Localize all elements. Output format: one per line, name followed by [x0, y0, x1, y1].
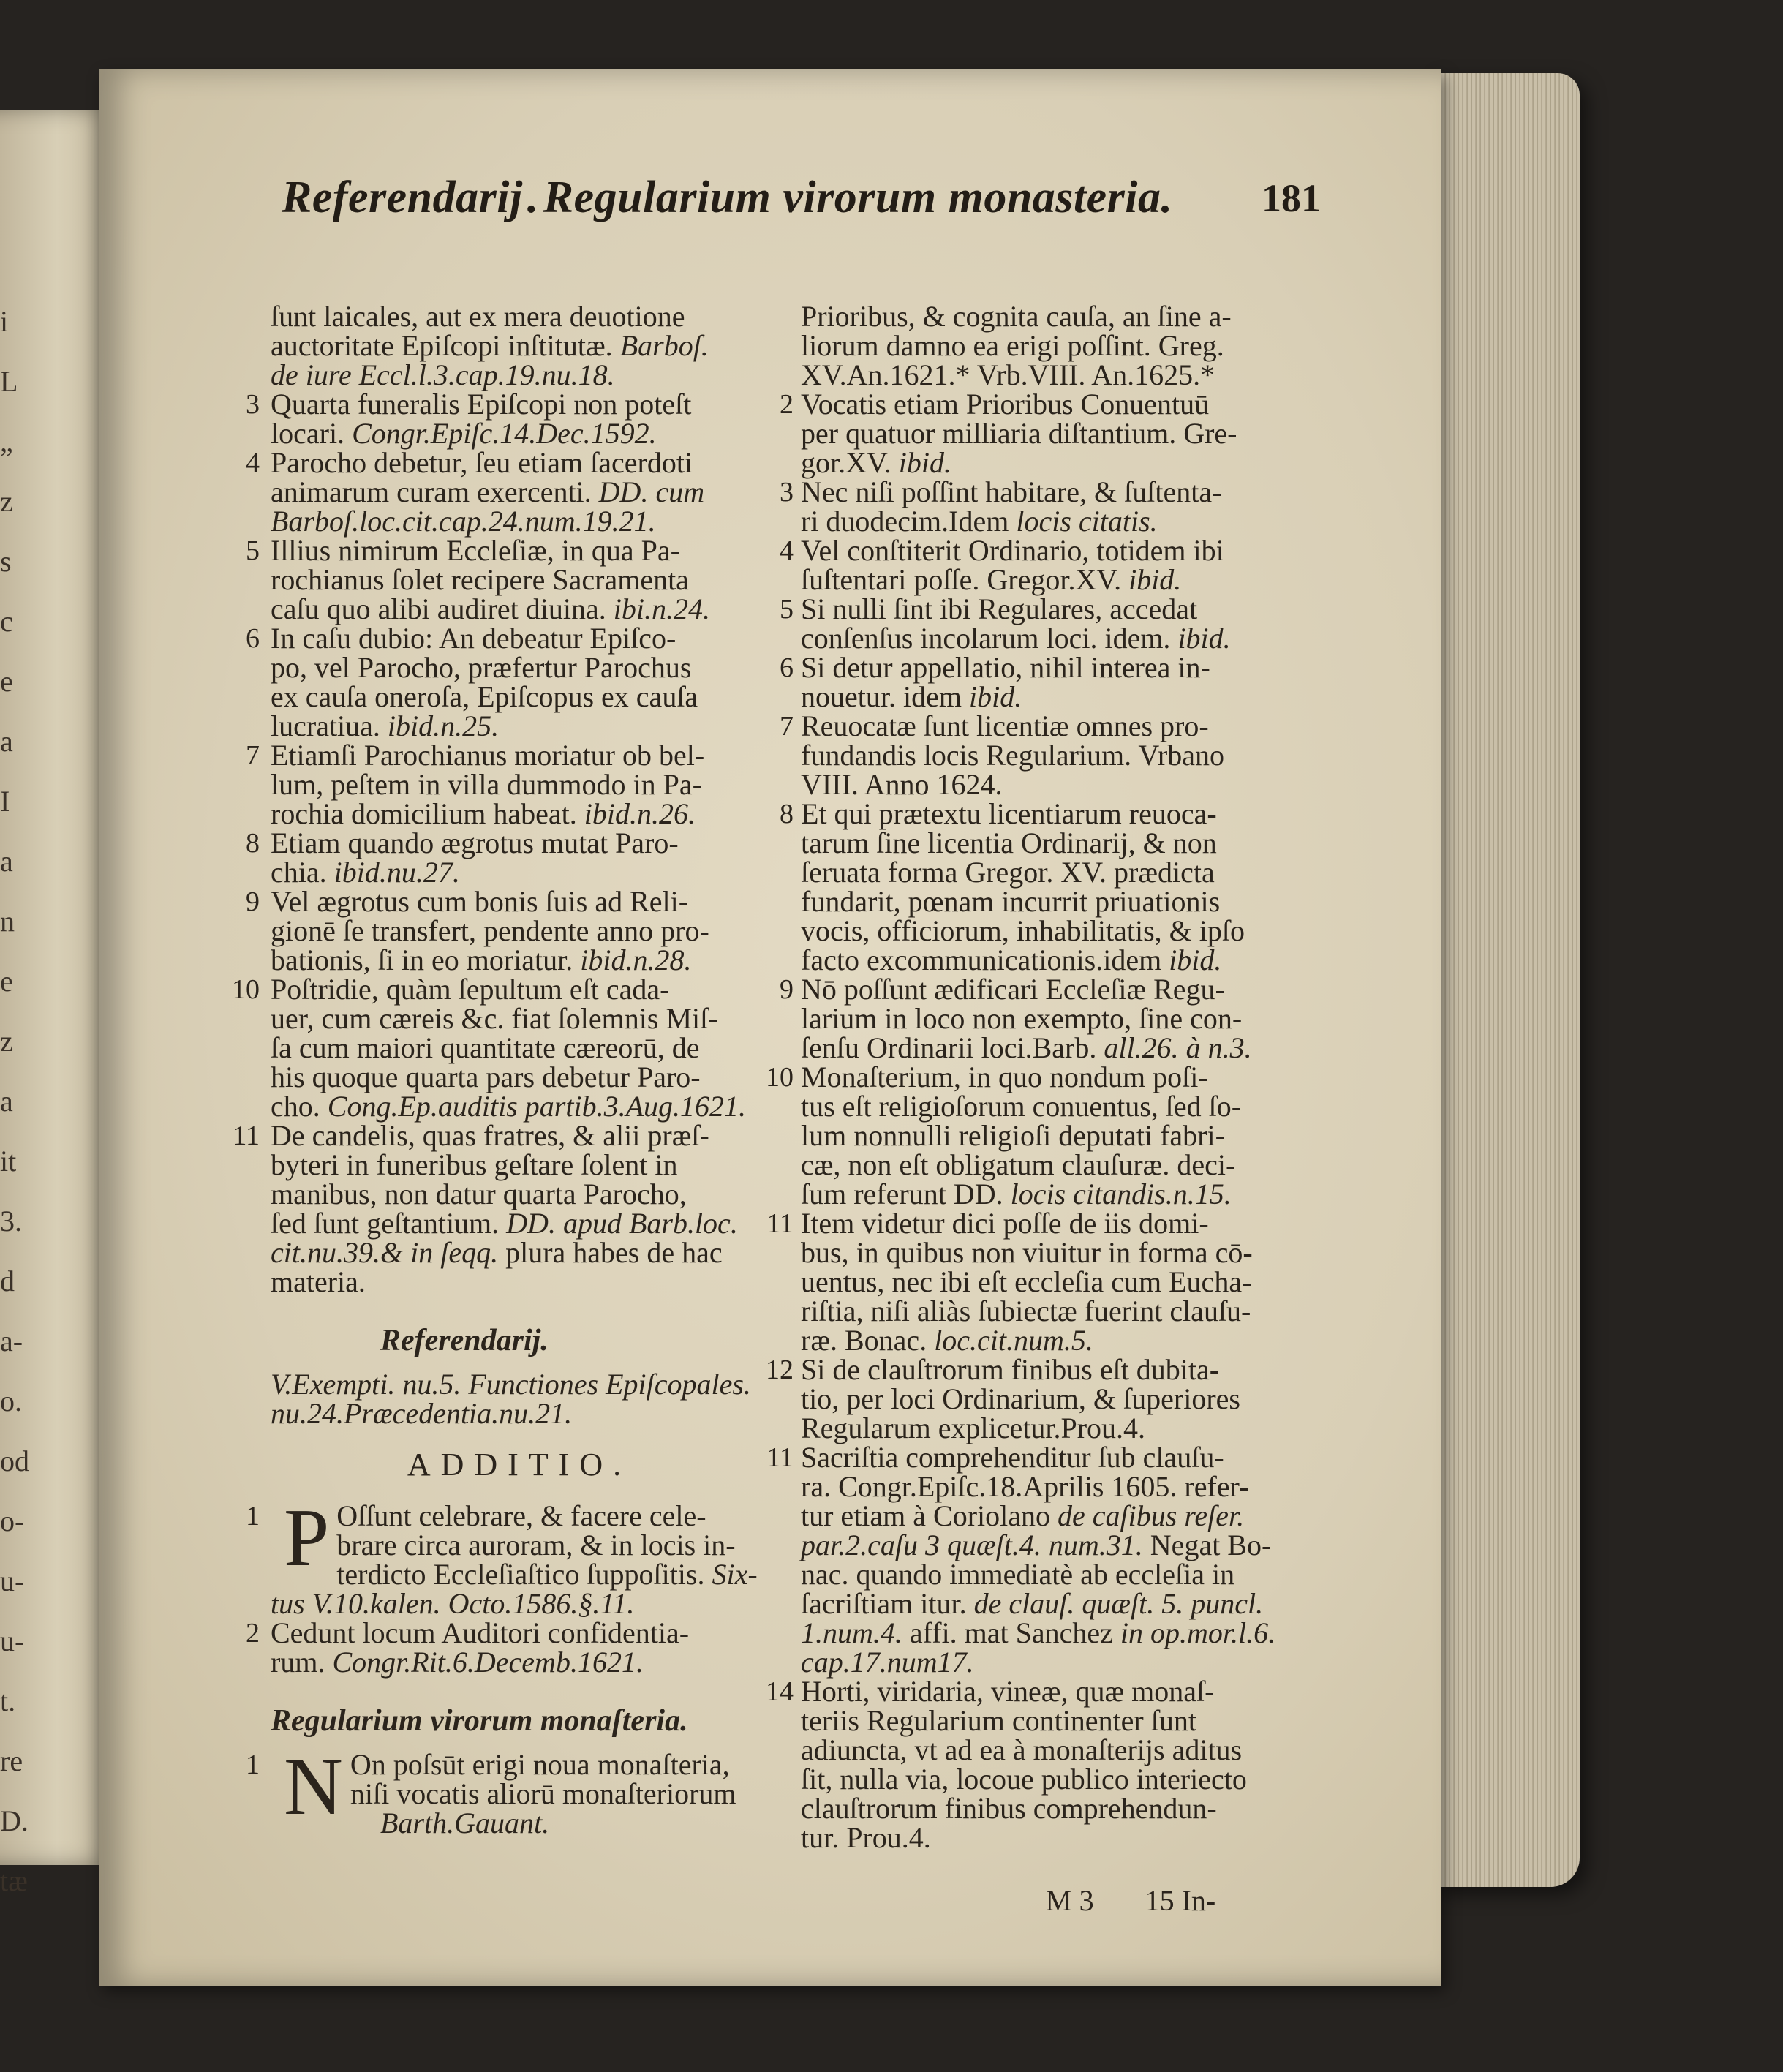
facing-page-fragment: re [0, 1744, 23, 1777]
text-line [801, 1238, 1313, 1267]
paragraph-number: 4 [780, 535, 794, 566]
cross-reference: V.Exempti. nu.5. Functiones Epiſcopales. [271, 1368, 751, 1401]
line-text: ex cauſa oneroſa, Epiſcopus ex cauſa [271, 680, 698, 713]
text-line [271, 709, 768, 742]
citation: par.2.caſu 3 quæſt.4. num.31. [801, 1529, 1143, 1561]
line-text: Etiamſi Parochianus moriatur ob bel- [271, 739, 705, 772]
right-column [766, 300, 1313, 1854]
paragraph-number: 11 [766, 1208, 794, 1239]
text-line [271, 565, 768, 595]
text-line: On poſsūt erigi noua monaſteria, [350, 1748, 730, 1781]
line-text: larium in loco non exempto, ſine con- [801, 1002, 1243, 1035]
drop-cap: P [284, 1493, 330, 1583]
line-text: fundandis locis Regularium. Vrbano [801, 739, 1224, 772]
text-line [801, 1382, 1313, 1415]
catchword-line [271, 1809, 768, 1838]
line-text: Si de clauſtrorum finibus eſt dubita- [801, 1353, 1220, 1386]
text-line [232, 973, 768, 1006]
line-text: ræ. Bonac. loc.cit.num.5. [801, 1324, 1093, 1357]
line-text: clauſtrorum finibus comprehendun- [801, 1792, 1217, 1825]
text-line [271, 1267, 768, 1297]
line-text: animarum curam exercenti. DD. cum [271, 475, 705, 508]
paragraph-number: 10 [766, 1062, 794, 1093]
line-text: uer, cum cæreis &c. fiat ſolemnis Miſ- [271, 1002, 718, 1035]
line-text: ſed ſunt geſtantium. DD. apud Barb.loc. [271, 1207, 738, 1240]
facing-page-fragment: 3. [0, 1205, 22, 1237]
text-line [271, 419, 768, 448]
text-line [271, 592, 768, 625]
line-text: Vel ægrotus cum bonis ſuis ad Reli- [271, 885, 689, 918]
facing-page-fragment: o- [0, 1504, 25, 1537]
line-text: Monaſterium, in quo nondum poſi- [801, 1061, 1208, 1093]
text-line [801, 1589, 1313, 1619]
citation: ibid. [1169, 943, 1222, 976]
text-line [271, 858, 768, 887]
text-line [780, 475, 1313, 508]
line-text: teriis Regularium continenter ſunt [801, 1704, 1196, 1737]
citation: de clauſ. quæſt. 5. puncl. [973, 1587, 1264, 1620]
text-line [780, 651, 1313, 684]
running-head-separator: . [527, 173, 539, 222]
section-heading-additio: ADDITIO. [407, 1447, 632, 1483]
facing-page-fragment: I [0, 785, 10, 818]
citation: in op.mor.l.6. [1120, 1616, 1276, 1649]
text-line [246, 388, 768, 421]
text-line [780, 973, 1313, 1006]
citation: ibid.nu.27. [333, 856, 460, 889]
paragraph-number: 11 [233, 1120, 260, 1151]
facing-page-fragment: c [0, 605, 13, 638]
paragraph-number: 7 [246, 740, 260, 771]
text-line [801, 1121, 1313, 1150]
facing-page-fragment: e [0, 665, 13, 698]
line-text: liorum damno ea erigi poſſint. Greg. [801, 329, 1224, 362]
paragraph-number: 5 [246, 535, 260, 566]
line-text: auctoritate Epiſcopi inſtitutæ. Barboſ. [271, 329, 709, 362]
facing-page-fragment: o. [0, 1385, 22, 1417]
text-line [780, 797, 1313, 830]
text-line [801, 887, 1313, 916]
cross-reference-line [271, 1399, 768, 1428]
line-text: Nec niſi poſſint habitare, & ſuſtenta- [801, 475, 1222, 508]
line-text: adiuncta, vt ad ea à monaſterijs aditus [801, 1733, 1243, 1766]
line-text: ſunt laicales, aut ex mera deuotione [271, 300, 685, 333]
text-line [271, 770, 768, 799]
text-line [801, 826, 1313, 859]
facing-page-fragment: s [0, 545, 12, 578]
line-text: ſit, nulla via, locoue publico interiecto [801, 1763, 1247, 1796]
text-line [801, 1297, 1313, 1326]
facing-page-fragment: it [0, 1145, 17, 1178]
line-text: materia. [271, 1265, 366, 1298]
paragraph-number: 12 [766, 1355, 794, 1385]
text-line [801, 1180, 1313, 1209]
line-text: po, vel Parocho, præfertur Parochus [271, 651, 692, 684]
citation: cit.nu.39.& in ſeqq. [271, 1236, 499, 1269]
text-line [801, 682, 1313, 712]
text-line: terdicto Eccleſiaſtico ſuppoſitis. Six- [336, 1558, 758, 1591]
text-line [801, 1414, 1313, 1443]
line-text: rochianus ſolet recipere Sacramenta [271, 563, 689, 596]
line-text: Reuocatæ ſunt licentiæ omnes pro- [801, 709, 1209, 742]
line-text: De candelis, quas fratres, & alii præſ- [271, 1119, 709, 1152]
running-head-right: Regularium virorum monasteria. [543, 173, 1173, 222]
line-text: per quatuor milliaria diſtantium. Gre- [801, 417, 1237, 450]
signature-mark: M 3 [1046, 1884, 1094, 1917]
line-text: locari. Congr.Epiſc.14.Dec.1592. [271, 417, 657, 450]
citation: ibi.n.24. [613, 592, 710, 625]
facing-page-fragment: d [0, 1265, 15, 1297]
facing-page-edge [0, 110, 110, 1897]
text-line [801, 943, 1313, 976]
paragraph-number: 9 [246, 886, 260, 917]
text-line [801, 1150, 1313, 1180]
paragraph-number: 6 [780, 652, 794, 683]
text-line [801, 624, 1313, 653]
citation: DD. cum [598, 475, 705, 508]
line-text: 1.num.4. affi. mat Sanchez in op.mor.l.6. [801, 1616, 1276, 1649]
paragraph-number: 9 [780, 974, 794, 1005]
facing-page-fragment: t. [0, 1684, 16, 1717]
line-text: conſenſus incolarum loci. idem. ibid. [801, 622, 1231, 655]
facing-page-fragment: n [0, 905, 15, 938]
paragraph-number: 2 [246, 1618, 260, 1649]
line-text: ſacriſtiam itur. de clauſ. quæſt. 5. puncl. [801, 1587, 1264, 1620]
line-text: XV.An.1621.* Vrb.VIII. An.1625.* [801, 358, 1215, 391]
text-line [801, 1648, 1313, 1677]
cross-reference: nu.24.Præcedentia.nu.21. [271, 1397, 573, 1430]
facing-page-fragment: L [0, 365, 18, 398]
text-line [246, 826, 768, 859]
line-text: manibus, non datur quarta Parocho, [271, 1178, 687, 1210]
text-line [766, 1353, 1313, 1386]
line-text: Vocatis etiam Prioribus Conuentuū [801, 388, 1210, 421]
line-text: Etiam quando ægrotus mutat Paro- [271, 826, 679, 859]
line-text: fundarit, pœnam incurrit priuationis [801, 885, 1221, 918]
line-text: par.2.caſu 3 quæſt.4. num.31. Negat Bo- [801, 1529, 1272, 1561]
facing-page-fragment: od [0, 1444, 29, 1477]
citation: Cong.Ep.auditis partib.3.Aug.1621. [327, 1090, 747, 1123]
text-line [246, 534, 768, 567]
line-text: Horti, viridaria, vineæ, quæ monaſ- [801, 1675, 1215, 1708]
line-text [271, 358, 615, 391]
text-line [766, 1441, 1313, 1474]
citation: DD. apud Barb.loc. [506, 1207, 738, 1240]
text-line [271, 1033, 768, 1063]
line-text: ſum referunt DD. locis citandis.n.15. [801, 1178, 1232, 1210]
citation: tus V.10.kalen. Octo.1586.§.11. [271, 1587, 635, 1620]
additio-item-1 [246, 1493, 768, 1620]
line-text: nouetur. idem ibid. [801, 680, 1022, 713]
text-line [801, 770, 1313, 799]
text-line [801, 1033, 1313, 1063]
text-line [801, 1823, 1313, 1853]
citation: Barboſ.loc.cit.cap.24.num.19.21. [271, 505, 656, 538]
line-text: Prioribus, & cognita cauſa, an ſine a- [801, 300, 1232, 333]
text-line [271, 799, 768, 829]
paragraph-number: 6 [246, 623, 260, 654]
line-text: Item videtur dici poſſe de iis domi- [801, 1207, 1209, 1240]
line-text: tur etiam à Coriolano de caſibus reſer. [801, 1499, 1245, 1532]
text-line [780, 592, 1313, 625]
citation: all.26. à n.3. [1104, 1031, 1252, 1064]
line-text: lum, peſtem in villa dummodo in Pa- [271, 768, 702, 801]
left-column [232, 300, 768, 1839]
text-line [801, 1706, 1313, 1736]
line-text: vocis, officiorum, inhabilitatis, & ipſo [801, 914, 1245, 947]
paragraph-number: 8 [780, 799, 794, 829]
citation: Barboſ. [619, 329, 709, 362]
page-edges [1433, 73, 1580, 1887]
line-text: Cedunt locum Auditori confidentia- [271, 1616, 690, 1649]
text-line [801, 741, 1313, 770]
facing-page-fragment: D. [0, 1804, 29, 1837]
line-text [271, 505, 656, 538]
facing-page-fragment: e [0, 965, 13, 998]
paragraph-number: 3 [780, 477, 794, 508]
text-line [271, 1092, 768, 1121]
facing-page-fragment: z [0, 485, 13, 518]
drop-cap: N [284, 1741, 343, 1832]
paragraph-number: 4 [246, 448, 260, 478]
text-line [271, 507, 768, 536]
line-text: Illius nimirum Eccleſiæ, in qua Pa- [271, 534, 680, 567]
text-line [271, 1238, 768, 1267]
text-line: niſi vocatis aliorū monaſteriorum [350, 1777, 736, 1810]
citation: de caſibus reſer. [1058, 1499, 1245, 1532]
text-line [271, 1150, 768, 1180]
text-line [801, 358, 1313, 391]
text-line: brare circa auroram, & in locis in- [336, 1529, 736, 1561]
line-text: caſu quo alibi audiret diuina. ibi.n.24. [271, 592, 710, 625]
text-line: Oſſunt celebrare, & facere cele- [336, 1499, 706, 1532]
facing-page-fragment: a- [0, 1325, 23, 1357]
text-line [801, 331, 1313, 361]
line-text: facto excommunicationis.idem ibid. [801, 943, 1222, 976]
text-line [271, 943, 768, 976]
facing-page-fragment: a [0, 1085, 13, 1118]
line-text: tarum ſine licentia Ordinarij, & non [801, 826, 1217, 859]
spacer [271, 1297, 768, 1311]
text-line [801, 419, 1313, 448]
line-text: ra. Congr.Epiſc.18.Aprilis 1605. refer- [801, 1470, 1249, 1503]
line-text: lum nonnulli religioſi deputati fabri- [801, 1119, 1225, 1152]
text-line [246, 739, 768, 772]
text-line [271, 653, 768, 682]
line-text: riſtia, niſi aliàs ſubiectæ fuerint clauſu- [801, 1295, 1251, 1327]
citation: ibid.n.25. [387, 709, 500, 742]
line-text: gor.XV. ibid. [801, 446, 951, 479]
text-line [801, 1472, 1313, 1502]
text-line [246, 1616, 768, 1649]
line-text: gionē ſe transfert, pendente anno pro- [271, 914, 709, 947]
line-text: cit.nu.39.& in ſeqq. plura habes de hac [271, 1236, 723, 1269]
cross-reference-line [271, 1370, 768, 1399]
text-line [801, 1616, 1313, 1649]
monasteria-item-1 [246, 1741, 768, 1839]
citation: locis citandis.n.15. [1010, 1178, 1232, 1210]
line-text: cho. Cong.Ep.auditis partib.3.Aug.1621. [271, 1090, 747, 1123]
text-line [801, 1733, 1313, 1766]
citation: Congr.Epiſc.14.Dec.1592. [352, 417, 657, 450]
paragraph-number: 10 [232, 974, 260, 1005]
citation: 1.num.4. [801, 1616, 902, 1649]
page-number: 181 [1262, 176, 1321, 220]
text-line [271, 682, 768, 712]
line-text: ſa cum maiori quantitate cæreorū, de [271, 1031, 700, 1064]
text-line [801, 1531, 1313, 1560]
line-text: tus eſt religioſorum conuentus, ſed ſo- [801, 1090, 1242, 1123]
text-line [271, 358, 768, 391]
line-text: chia. ibid.nu.27. [271, 856, 460, 889]
citation: ibid. [898, 446, 951, 479]
book-page [99, 69, 1441, 1986]
section-heading-monasteria: Regularium virorum monaſteria. [271, 1704, 688, 1738]
text-line [780, 534, 1313, 567]
line-text: Sacriſtia comprehenditur ſub clauſu- [801, 1441, 1224, 1474]
citation: Congr.Rit.6.Decemb.1621. [332, 1646, 644, 1679]
citation: cap.17.num17. [801, 1646, 974, 1679]
text-line [246, 446, 768, 479]
catchword: 15 In- [1145, 1884, 1216, 1917]
line-text: bationis, ſi in eo moriatur. ibid.n.28. [271, 943, 692, 976]
spacer [271, 1677, 768, 1692]
paragraph-number: 3 [246, 389, 260, 420]
text-line [801, 1092, 1313, 1121]
text-line [801, 858, 1313, 887]
text-line [271, 331, 768, 361]
citation: ibid. [1177, 622, 1231, 655]
text-line [801, 916, 1313, 946]
line-text: bus, in quibus non viuitur in forma cō- [801, 1236, 1253, 1269]
facing-page-fragment: tæ [0, 1864, 28, 1897]
citation: de iure Eccl.l.3.cap.19.nu.18. [271, 358, 615, 391]
line-text: ſenſu Ordinarii loci.Barb. all.26. à n.3. [801, 1031, 1252, 1064]
running-head-left: Referendarij [282, 173, 523, 222]
page-footer [1046, 1883, 1259, 1918]
citation: locis citatis. [1016, 505, 1158, 538]
paragraph-number: 1 [246, 1749, 260, 1780]
citation: ibid.n.26. [584, 797, 696, 830]
text-line [801, 565, 1313, 595]
line-text: Nō poſſunt ædificari Eccleſiæ Regu- [801, 973, 1225, 1006]
paragraph-number: 11 [766, 1442, 794, 1473]
paragraph-number: 14 [766, 1676, 794, 1707]
line-text: Parocho debetur, ſeu etiam ſacerdoti [271, 446, 693, 479]
citation: loc.cit.num.5. [934, 1324, 1093, 1357]
line-text: lucratiua. ibid.n.25. [271, 709, 500, 742]
line-text: ri duodecim.Idem locis citatis. [801, 505, 1158, 538]
text-line [271, 302, 768, 331]
section-heading-referendarij: Referendarij. [380, 1324, 549, 1357]
text-line [271, 1004, 768, 1033]
line-text: Et qui prætextu licentiarum reuoca- [801, 797, 1217, 830]
text-line [766, 1061, 1313, 1093]
line-text: In caſu dubio: An debeatur Epiſco- [271, 622, 676, 655]
text-line [780, 709, 1313, 742]
line-text [801, 1646, 974, 1679]
citation: Six- [712, 1558, 758, 1591]
facing-page-fragment: u- [0, 1564, 25, 1597]
paragraph-number: 7 [780, 711, 794, 742]
text-line [801, 1326, 1313, 1355]
facing-page-fragment: a [0, 845, 13, 878]
facing-page-fragment: a [0, 725, 13, 758]
text-line [801, 448, 1313, 478]
facing-page-fragment: u- [0, 1624, 25, 1657]
citation: ibid. [968, 680, 1022, 713]
facing-page-fragment: „ [0, 425, 13, 458]
text-line [271, 916, 768, 946]
line-text: nac. quando immediatè ab eccleſia in [801, 1558, 1235, 1591]
text-line [766, 1207, 1313, 1240]
catchword: Barth.Gauant. [380, 1807, 550, 1839]
text-line [801, 302, 1313, 331]
text-line [271, 1180, 768, 1209]
paragraph-number: 1 [246, 1501, 260, 1532]
text-line [801, 1560, 1313, 1589]
text-line [801, 1794, 1313, 1823]
line-text: cæ, non eſt obligatum clauſuræ. deci- [801, 1148, 1236, 1181]
line-text: Vel conſtiterit Ordinario, totidem ibi [801, 534, 1224, 567]
running-head [282, 172, 1291, 238]
text-line [801, 1499, 1313, 1532]
text-line [801, 1765, 1313, 1794]
text-line [780, 388, 1313, 421]
line-text: tio, per loci Ordinarium, & ſuperiores [801, 1382, 1240, 1415]
facing-page-fragment: i [0, 305, 9, 338]
line-text: ſeruata forma Gregor. XV. prædicta [801, 856, 1215, 889]
text-line [801, 1004, 1313, 1033]
line-text: rochia domicilium habeat. ibid.n.26. [271, 797, 696, 830]
line-text: tur. Prou.4. [801, 1821, 931, 1854]
line-text: ſuſtentari poſſe. Gregor.XV. ibid. [801, 563, 1182, 596]
line-text: his quoque quarta pars debetur Paro- [271, 1061, 701, 1093]
citation: ibid.n.28. [580, 943, 692, 976]
text-line [246, 885, 768, 918]
text-line [271, 1589, 768, 1619]
text-line [271, 1209, 768, 1238]
line-text: Si detur appellatio, nihil interea in- [801, 651, 1210, 684]
text-line [271, 475, 768, 508]
paragraph-number: 2 [780, 389, 794, 420]
text-line [766, 1675, 1313, 1708]
line-text: Poſtridie, quàm ſepultum eſt cada- [271, 973, 670, 1006]
text-line [801, 1267, 1313, 1297]
line-text: Si nulli ſint ibi Regulares, accedat [801, 592, 1198, 625]
text-line [246, 622, 768, 655]
line-text: rum. Congr.Rit.6.Decemb.1621. [271, 1646, 644, 1679]
line-text: uentus, nec ibi eſt eccleſia cum Eucha- [801, 1265, 1252, 1298]
text-line [271, 1648, 768, 1677]
line-text: VIII. Anno 1624. [801, 768, 1003, 801]
text-line [271, 1063, 768, 1092]
line-text: byteri in funeribus geſtare ſolent in [271, 1148, 678, 1181]
paragraph-number: 8 [246, 828, 260, 859]
line-text: Quarta funeralis Epiſcopi non poteſt [271, 388, 692, 421]
text-line [801, 507, 1313, 536]
facing-page-fragment: z [0, 1025, 13, 1058]
citation: ibid. [1128, 563, 1182, 596]
paragraph-number: 5 [780, 594, 794, 625]
line-text: Regularum explicetur.Prou.4. [801, 1412, 1146, 1444]
text-line [233, 1119, 768, 1152]
